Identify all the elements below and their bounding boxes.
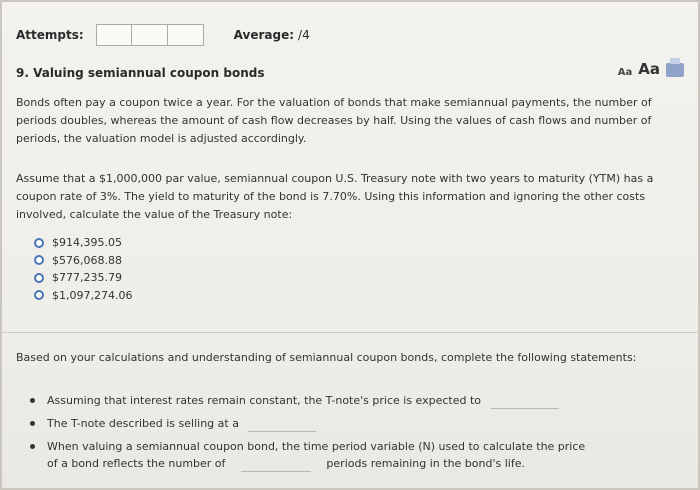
radio-button[interactable] [34,255,44,265]
answer-options [34,234,132,304]
statement-item [30,392,670,409]
statement-text: periods remaining in the bond's life. [326,457,525,470]
answer-option[interactable] [34,269,132,287]
problem-paragraph: Assume that a $1,000,000 par value, semiannual coupon U.S. Treasury note with two years to maturity (YTM) has a coupon rate of 3%. The yield to maturity of the bond is 7.70%. Using this information and ignoring the other costs involved, calculate the value of the Treasury note: [16,172,654,221]
statement-text: Assuming that interest rates remain constant, the T-note's price is expected to [47,394,482,407]
attempt-box [132,24,168,46]
attempts-bar [16,22,310,48]
print-icon[interactable] [666,63,684,77]
text-tools [618,60,684,78]
statement-item [30,438,670,472]
option-label: $777,235.79 [52,271,122,285]
question-title: 9. Valuing semiannual coupon bonds [16,66,265,80]
section-divider [2,332,698,333]
statement-item [30,415,670,432]
increase-font-button[interactable]: Aa [638,60,660,78]
radio-button[interactable] [34,290,44,300]
attempts-label: Attempts: [16,28,84,42]
statement-text: of a bond reflects the number of [47,457,226,470]
answer-option[interactable] [34,234,132,252]
average-value: /4 [298,28,310,42]
option-label: $1,097,274.06 [52,288,133,302]
statement-text: When valuing a semiannual coupon bond, the time period variable (N) used to calculate the price [47,440,586,453]
intro-paragraph: Bonds often pay a coupon twice a year. For the valuation of bonds that make semiannual payments, the number of periods doubles, whereas the amount of cash flow decreases by half. Using the values of cash flows and number of periods, the valuation model is adjusted accordingly. [16,96,652,145]
radio-button[interactable] [34,238,44,248]
attempt-box [168,24,204,46]
answer-option[interactable] [34,287,132,305]
answer-option[interactable] [34,252,132,270]
option-label: $914,395.05 [52,236,122,250]
attempts-boxes [96,24,204,46]
decrease-font-button[interactable]: Aa [617,67,633,78]
bullet-dot [30,444,35,449]
attempt-box [96,24,132,46]
average-label: Average: [233,28,295,42]
radio-button[interactable] [34,273,44,283]
bullet-dot [30,398,35,403]
bullet-dot [30,421,35,426]
selling-at-dropdown[interactable] [248,431,316,432]
price-trend-dropdown[interactable] [491,408,559,409]
periods-dropdown[interactable] [241,471,311,472]
statements-intro: Based on your calculations and understanding of semiannual coupon bonds, complete the following statements: [16,351,637,364]
statement-text: The T-note described is selling at a [47,417,239,430]
statement-list [30,392,670,478]
option-label: $576,068.88 [52,253,122,267]
